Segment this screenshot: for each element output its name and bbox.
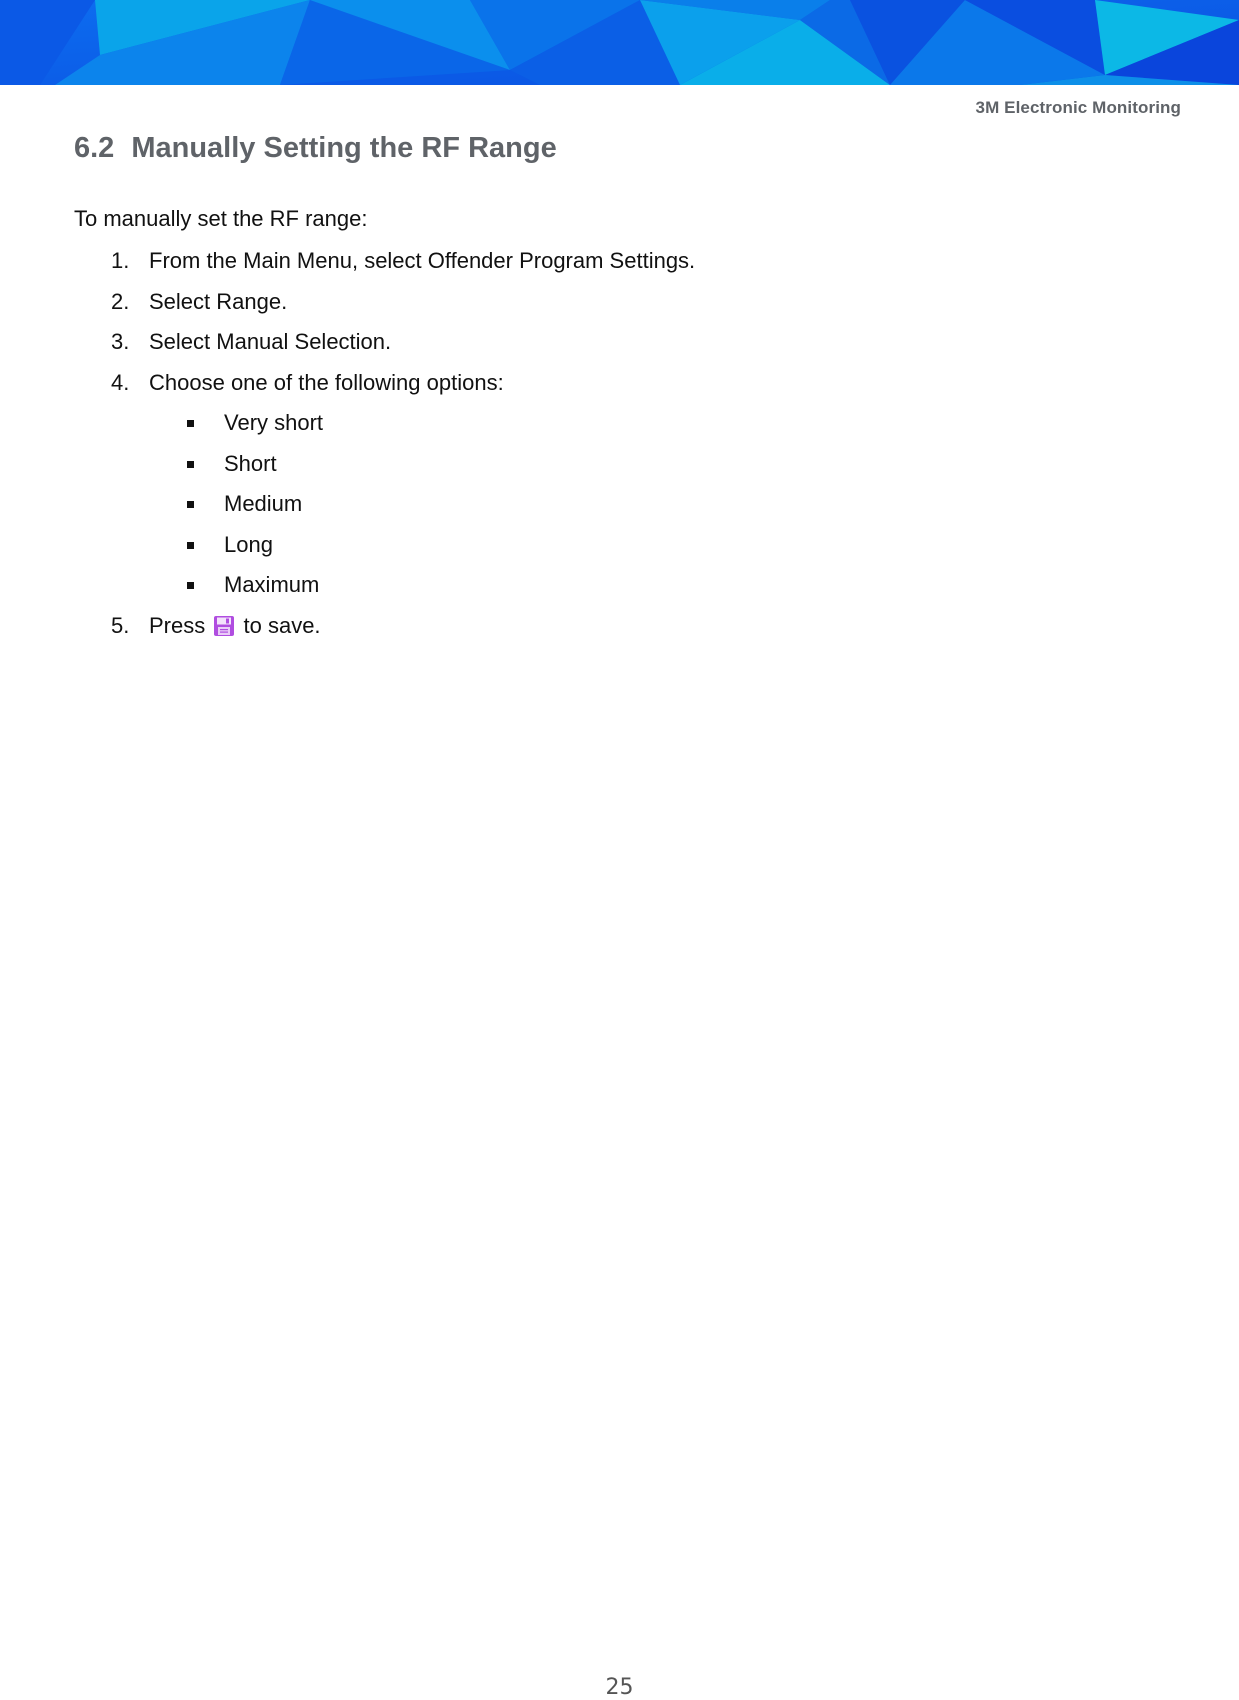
bullet-icon	[187, 420, 194, 427]
step-text-before: Press	[149, 612, 206, 638]
option-text: Short	[224, 450, 277, 476]
save-icon	[213, 615, 235, 637]
option-text: Medium	[224, 491, 303, 516]
bullet-icon	[187, 542, 194, 549]
step-number: 3.	[111, 329, 130, 354]
step-text: Select Manual Selection.	[149, 329, 392, 354]
header-banner	[0, 0, 1239, 85]
step-number: 2.	[111, 288, 130, 314]
step-number: 1.	[111, 248, 130, 273]
option-text: Long	[224, 531, 273, 557]
step-number: 4.	[111, 369, 130, 395]
section-heading	[74, 132, 557, 165]
step-text: Select Range.	[149, 288, 288, 314]
bullet-icon	[187, 461, 194, 468]
step-text-after: to save.	[243, 612, 321, 638]
step-text: From the Main Menu, select Offender Program Settings.	[149, 248, 696, 273]
step-text: Choose one of the following options:	[149, 369, 504, 395]
option-text: Very short	[224, 410, 324, 435]
step-number: 5.	[111, 612, 130, 638]
bullet-icon	[187, 582, 194, 589]
section-title: Manually Setting the RF Range	[131, 132, 557, 164]
page-number: 25	[605, 1675, 634, 1700]
step-text	[149, 611, 321, 641]
intro-text: To manually set the RF range:	[74, 206, 368, 231]
option-text: Maximum	[224, 572, 320, 597]
bullet-icon	[187, 501, 194, 508]
header-brand: 3M Electronic Monitoring	[975, 98, 1181, 117]
section-number: 6.2	[74, 132, 115, 164]
